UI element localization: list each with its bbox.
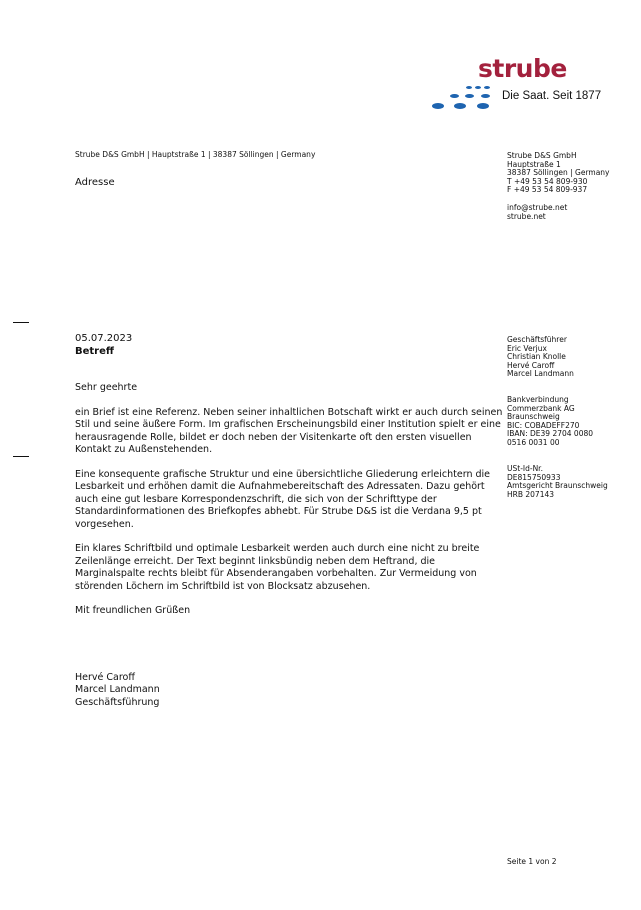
management-name: Christian Knolle [507,352,566,362]
contact-line: Hauptstraße 1 [507,159,561,169]
contact-fax: F +49 53 54 809-937 [507,185,588,195]
letter-date: 05.07.2023 [75,333,133,344]
management-name: Eric Verjux [507,343,547,353]
bank-iban: IBAN: DE39 2704 0080 [507,429,594,439]
letter-closing: Mit freundlichen Grüßen [75,605,191,617]
contact-line: 38387 Söllingen | Germany [507,168,610,178]
contact-phone: T +49 53 54 809-930 [507,176,588,186]
letter-body [75,407,505,630]
vat-heading: USt-Id-Nr. [507,464,543,473]
logo-dot [432,103,444,109]
logo-dot [477,103,489,109]
sidebar-web [507,204,567,221]
logo-wordmark: strube [478,54,567,83]
logo-dot [454,103,466,109]
logo-dot [465,94,474,98]
sidebar-registry [507,465,608,499]
signatory-role: Geschäftsführung [75,696,160,708]
punch-mark [13,456,29,457]
logo-dot [481,94,490,98]
court-line: Amtsgericht Braunschweig [507,481,608,491]
body-paragraph: Ein klares Schriftbild und optimale Lesbarkeit werden auch durch eine nicht zu breite Zeilenlänge erreicht. Der Text beginnt linksbündig neben dem Heftrand, die Marginalspalte rechts bleibt für Absenderangaben vorbehalten. Zur Vermeidung von störenden Löchern im Schriftbild ist von Blocksatz abzusehen. [75,543,480,592]
body-paragraph: Eine konsequente grafische Struktur und eine übersichtliche Gliederung erleichtern die Lesbarkeit und erhöhen damit die Aufnahmebereitschaft des Adressaten. Dazu gehört auch eine gut lesbare Korrespondenzschrift, die sich von der Schrifttype der Standardinformationen des Briefkopfes abhebt. Für Strube D&S ist die Verdana 9,5 pt vorgesehen. [75,469,491,530]
logo-dot [475,86,481,89]
bank-bic: BIC: COBADEFF270 [507,420,580,430]
sidebar-contact [507,152,610,195]
signature-block [75,672,160,709]
letter-subject: Betreff [75,346,114,357]
management-name: Marcel Landmann [507,369,574,379]
management-heading: Geschäftsführer [507,335,567,344]
signatory-name: Hervé Caroff [75,672,135,683]
logo-dots-icon [432,85,492,111]
logo-dot [450,94,459,98]
management-name: Hervé Caroff [507,360,555,370]
sidebar-management [507,336,574,379]
recipient-address: Adresse [75,177,115,188]
sidebar-bank [507,396,593,448]
body-paragraph: ein Brief ist eine Referenz. Neben seiner inhaltlichen Botschaft wirkt er auch durch seinen Stil und seine äußere Form. Im grafischen Erscheinungsbild einer Institution spielt er eine herausragende Rolle, bildet er doch neben der Visitenkarte oft den ersten visuellen Kontakt zu Außenstehenden. [75,407,503,456]
register-number: HRB 207143 [507,489,555,499]
fold-mark [13,322,29,323]
bank-heading: Bankverbindung [507,395,569,404]
letter-salutation: Sehr geehrte [75,382,138,393]
logo-tagline: Die Saat. Seit 1877 [502,90,602,102]
bank-line: Commerzbank AG [507,403,575,413]
bank-iban-cont: 0516 0031 00 [507,437,560,447]
bank-line: Braunschweig [507,412,560,422]
sender-return-line: Strube D&S GmbH | Hauptstraße 1 | 38387 Söllingen | Germany [75,150,316,159]
contact-website-link[interactable]: strube.net [507,211,546,221]
page-indicator: Seite 1 von 2 [507,857,557,866]
vat-number: DE815750933 [507,472,561,482]
contact-line: Strube D&S GmbH [507,151,577,160]
logo-dot [484,86,490,89]
contact-email-link[interactable]: info@strube.net [507,203,568,212]
logo-dot [466,86,472,89]
signatory-name: Marcel Landmann [75,684,160,696]
